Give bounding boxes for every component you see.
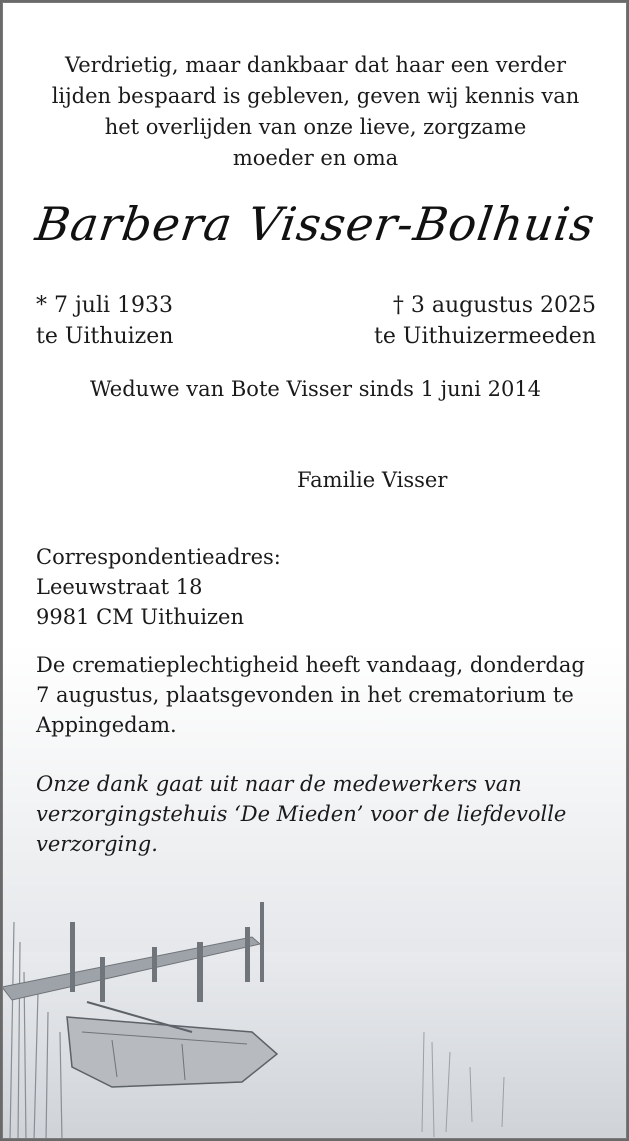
birth-date: * 7 juli 1933 [36,293,174,318]
address-postal-city: 9981 CM Uithuizen [36,605,245,629]
thanks-line: verzorgingstehuis ‘De Mieden’ voor de liefdevolle [36,802,567,826]
lake-jetty-illustration [2,882,629,1141]
birth-place: te Uithuizen [36,324,174,349]
birth-info [36,290,173,352]
intro-line: lijden bespaard is gebleven, geven wij kennis van [51,84,580,108]
thanks-note [36,769,606,859]
cremation-notice [36,650,606,740]
intro-line: het overlijden van onze lieve, zorgzame [104,115,527,139]
death-info [374,290,596,352]
intro-line: Verdrietig, maar dankbaar dat haar een verder [64,53,566,77]
cremation-line: 7 augustus, plaatsgevonden in het crematorium te [36,683,574,707]
widow-line: Weduwe van Bote Visser sinds 1 juni 2014 [89,377,542,401]
intro-line: moeder en oma [232,146,399,170]
family-signature: Familie Visser [297,468,448,492]
address-street: Leeuwstraat 18 [36,575,203,599]
cremation-line: Appingedam. [36,713,177,737]
thanks-line: Onze dank gaat uit naar de medewerkers van [36,772,522,796]
deceased-name: Barbera Visser-Bolhuis [32,197,599,251]
death-place: te Uithuizermeeden [374,324,596,349]
intro-text [2,50,629,174]
cremation-line: De crematieplechtigheid heeft vandaag, donderdag [36,653,585,677]
correspondence-address [36,542,281,632]
death-date: † 3 augustus 2025 [392,293,596,318]
address-label: Correspondentieadres: [36,545,281,569]
thanks-line: verzorging. [36,832,158,856]
